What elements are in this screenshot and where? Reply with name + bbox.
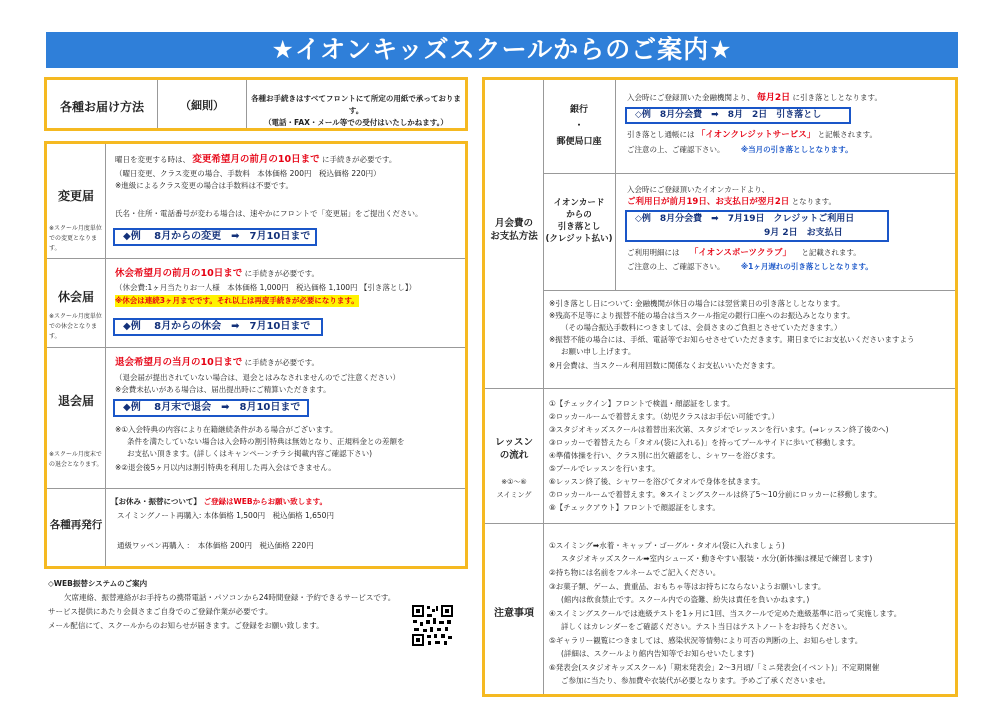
todoke-detail-box bbox=[157, 80, 247, 128]
notes-item: ①スイミング➡水着・キャップ・ゴーグル・タオル(袋に入れましょう) bbox=[549, 541, 785, 550]
henko-example: ◆例 8月からの変更 ➡ 7月10日まで bbox=[113, 228, 317, 246]
lesson-label: レッスン の流れ bbox=[495, 437, 533, 461]
card-line3-pre: ご利用明細には bbox=[627, 248, 680, 257]
lesson-sub2: スイミング bbox=[496, 491, 532, 499]
henko-line1-pre: 曜日を変更する時は、 bbox=[115, 155, 190, 164]
web-line3: メール配信にて、スクールからのお知らせが届きます。ご登録をお願い致します。 bbox=[48, 621, 324, 630]
henko-line2: （曜日変更、クラス変更の場合、手数料 本体価格 200円 税込価格 220円） bbox=[115, 169, 381, 178]
card-example-line2: 9月 2日 お支払日 bbox=[764, 228, 843, 238]
todoke-box bbox=[44, 77, 468, 131]
card-line3-post: と記載されます。 bbox=[801, 248, 861, 257]
kyukai-line1-post: に手続きが必要です。 bbox=[244, 269, 320, 278]
notes-item: ②持ち物には名前をフルネームでご記入ください。 bbox=[549, 568, 721, 577]
notes-label: 注意事項 bbox=[494, 608, 534, 619]
payment-note: お願い申し上げます。 bbox=[561, 347, 636, 356]
todoke-table bbox=[44, 141, 468, 569]
bank-line2-post: と記帳されます。 bbox=[817, 130, 878, 139]
card-statement-name: 「イオンスポーツクラブ」 bbox=[689, 248, 791, 258]
taikai-line7: ※②退会後5ヶ月以内は割引特典を利用した再入会はできません。 bbox=[115, 463, 336, 472]
todoke-detail-label: （細則） bbox=[180, 99, 224, 112]
kyukai-line3: ※休会は連続3ヶ月までです。それ以上は再度手続きが必要になります。 bbox=[115, 296, 359, 305]
bank-debit-day: 毎月2日 bbox=[756, 93, 791, 103]
qr-code[interactable] bbox=[411, 604, 454, 647]
lesson-step: ③ロッカーで着替えたら「タオル(袋に入れる)」を持ってプールサイドに歩いて移動します。 bbox=[549, 438, 860, 447]
taikai-line6: お支払い頂きます。(詳しくはキャンペーンチラシ掲載内容ご確認下さい) bbox=[127, 449, 373, 458]
bank-line3-pre: ご注意の上、ご確認下さい。 bbox=[627, 145, 725, 154]
bank-passbook-name: 「イオンクレジットサービス」 bbox=[696, 130, 816, 140]
payment-label: 月会費の お支払方法 bbox=[490, 218, 538, 242]
lesson-step: ⑥レッスン終了後、シャワーを浴びてタオルで身体を拭きます。 bbox=[549, 477, 765, 486]
payment-note: ※振替不能の場合には、手紙、電話等でお知らせさせていただきます。期日までにお支払いくださいますよう bbox=[549, 335, 915, 344]
card-example-line1: ◇例 8月分会費 ➡ 7月19日 クレジットご利用日 bbox=[635, 214, 855, 224]
lesson-step: ⑧【チェックアウト】フロントで顔認証をします。 bbox=[549, 503, 720, 512]
kyukai-deadline: 休会希望月の前月の10日まで bbox=[115, 268, 243, 279]
todoke-line1: 各種お手続きはすべてフロントにて所定の用紙で承っております。 bbox=[251, 94, 461, 115]
taikai-deadline: 退会希望月の当月の10日まで bbox=[115, 357, 243, 368]
taikai-line3: ※会費未払いがある場合は、届出提出時にご精算いただきます。 bbox=[115, 385, 331, 394]
bank-line2-pre: 引き落とし通帳には bbox=[627, 130, 695, 139]
kyukai-label: 休会届 bbox=[57, 290, 94, 304]
notes-item: ご参加に当たり、参加費や衣装代が必要となります。予めご了承くださいませ。 bbox=[561, 676, 831, 685]
kyukai-note: ※スクール月度単位での休会となります。 bbox=[49, 313, 102, 340]
bank-line1-pre: 入会時にご登録頂いた金融機関より、 bbox=[627, 93, 755, 102]
notes-item: ⑥発表会(スタジオキッズスクール)「期末発表会」2～3月頃/「ミニ発表会(イベント)」不定期開催 bbox=[549, 663, 880, 672]
payment-note: ※月会費は、当スクール利用回数に関係なくお支払いいただきます。 bbox=[549, 361, 780, 370]
bank-note: ※当月の引き落としとなります。 bbox=[740, 145, 853, 154]
card-note: ※1ヶ月遅れの引き落としとなります。 bbox=[740, 262, 873, 271]
saihakko-label: 各種再発行 bbox=[49, 519, 103, 531]
lesson-step: ②ロッカールームで着替えます。（幼児クラスはお手伝い可能です。） bbox=[549, 412, 779, 421]
lesson-step: ⑤プールでレッスンを行います。 bbox=[549, 464, 660, 473]
lesson-step: ①【チェックイン】フロントで検温・顔認証をします。 bbox=[549, 399, 735, 408]
lesson-step: ③スタジオキッズスクールは着替出来次第、スタジオでレッスンを行います。(⇒レッスン終了後⑦へ) bbox=[549, 425, 889, 434]
taikai-label: 退会届 bbox=[57, 394, 94, 408]
right-table bbox=[482, 77, 958, 697]
payment-note: ※残高不足等により振替不能の場合は当スクール指定の銀行口座へのお振込みとなります。 bbox=[549, 311, 855, 320]
bank-label: 銀行 ・ 郵便局口座 bbox=[556, 105, 602, 147]
taikai-example: ◆例 8月末で退会 ➡ 8月10日まで bbox=[113, 399, 309, 417]
bank-line1-post: に引き落としとなります。 bbox=[792, 93, 882, 102]
lesson-sub1: ※①～⑥ bbox=[501, 478, 527, 486]
payment-note: （その場合振込手数料につきましては、会員さまのご負担とさせていただきます。） bbox=[561, 323, 842, 332]
henko-label: 変更届 bbox=[57, 189, 94, 203]
henko-line1-post: に手続きが必要です。 bbox=[322, 155, 397, 164]
saihakko-line3: 通級ワッペン再購入 ： 本体価格 200円 税込価格 220円 bbox=[117, 541, 314, 550]
notes-item: (館内は飲食禁止です。スクール内での盗難、紛失は責任を負いかねます。) bbox=[561, 595, 810, 604]
card-example bbox=[625, 210, 889, 242]
todoke-label: 各種お届け方法 bbox=[59, 100, 144, 114]
kyukai-example: ◆例 8月からの休会 ➡ 7月10日まで bbox=[113, 318, 323, 336]
web-line1: 欠席連絡、振替連絡がお手持ちの携帯電話・パソコンから24時間登録・予約できるサービスです。 bbox=[64, 593, 396, 602]
notes-item: ③お菓子類、ゲーム、貴重品、おもちゃ等はお持ちにならないようお願いします。 bbox=[549, 582, 826, 591]
taikai-note: ※スクール月度末での退会となります。 bbox=[49, 451, 103, 468]
bank-example: ◇例 8月分会費 ➡ 8月 2日 引き落とし bbox=[625, 107, 851, 124]
notes-item: スタジオキッズスクール➡室内シューズ・動きやすい服装・水分(新体操は裸足で練習します) bbox=[561, 554, 873, 563]
lesson-step: ④準備体操を行い、クラス別に出欠確認をし、シャワーを浴びます。 bbox=[549, 451, 780, 460]
henko-line3: ※進級によるクラス変更の場合は手数料は不要です。 bbox=[115, 181, 293, 190]
card-label: イオンカード からの 引き落とし (クレジット払い) bbox=[545, 198, 613, 244]
notes-item: (詳細は、スクールより館内告知等でお知らせいたします) bbox=[561, 649, 754, 658]
taikai-line5: 条件を満たしていない場合は入会時の割引特典は無効となり、正規料金との差額を bbox=[127, 437, 405, 446]
card-line1: 入会時にご登録頂いたイオンカードより、 bbox=[627, 185, 770, 194]
notes-item: ④スイミングスクールでは進級テストを1ヶ月に1回、当スクールで定めた進級基準に沿って実施します。 bbox=[549, 609, 902, 618]
card-line4-pre: ご注意の上、ご確認下さい。 bbox=[627, 262, 725, 271]
saihakko-web-notice: ご登録はWEBからお願い致します。 bbox=[203, 497, 327, 506]
henko-note: ※スクール月度単位での変更となります。 bbox=[49, 225, 102, 252]
notes-item: 詳しくはカレンダーをご確認ください。テスト当日はテストノートをお持ちください。 bbox=[561, 622, 852, 631]
web-line2: サービス提供にあたり会員さまご自身でのご登録作業が必要です。 bbox=[48, 607, 273, 616]
taikai-line1-post: に手続きが必要です。 bbox=[244, 358, 320, 367]
henko-deadline: 変更希望月の前月の10日まで bbox=[192, 154, 320, 165]
web-heading: ◇WEB振替システムのご案内 bbox=[48, 579, 148, 588]
taikai-line2: （退会届が提出されていない場合は、退会とはみなされませんのでご注意ください） bbox=[115, 373, 400, 382]
taikai-line4: ※①入会特典の内容により在籍継続条件がある場合がございます。 bbox=[115, 425, 338, 434]
todoke-line2: （電話・FAX・メール等での受付はいたしかねます。） bbox=[264, 118, 448, 127]
card-line2-post: となります。 bbox=[791, 197, 837, 206]
lesson-step: ⑦ロッカールームで着替えます。※スイミングスクールは終了5～10分前にロッカーに移動します。 bbox=[549, 490, 882, 499]
saihakko-line2: スイミングノート再購入: 本体価格 1,500円 税込価格 1,650円 bbox=[117, 511, 334, 520]
page-title: ★イオンキッズスクールからのご案内★ bbox=[46, 32, 958, 68]
saihakko-line1-pre: 【お休み・振替について】 bbox=[111, 497, 201, 506]
kyukai-line2: （休会費:1ヶ月当たりお一人様 本体価格 1,000円 税込価格 1,100円 【引き落とし】） bbox=[115, 283, 417, 292]
henko-line4: 氏名・住所・電話番号が変わる場合は、速やかにフロントで「変更届」をご提出ください。 bbox=[115, 209, 423, 218]
notes-item: ⑤ギャラリー観覧につきましては、感染状況等情勢により可否の判断の上、お知らせします。 bbox=[549, 636, 863, 645]
card-schedule: ご利用日が前月19日、お支払日が翌月2日 bbox=[627, 197, 790, 207]
payment-note: ※引き落とし日について: 金融機関が休日の場合には翌営業日の引き落としとなります。 bbox=[549, 299, 845, 308]
